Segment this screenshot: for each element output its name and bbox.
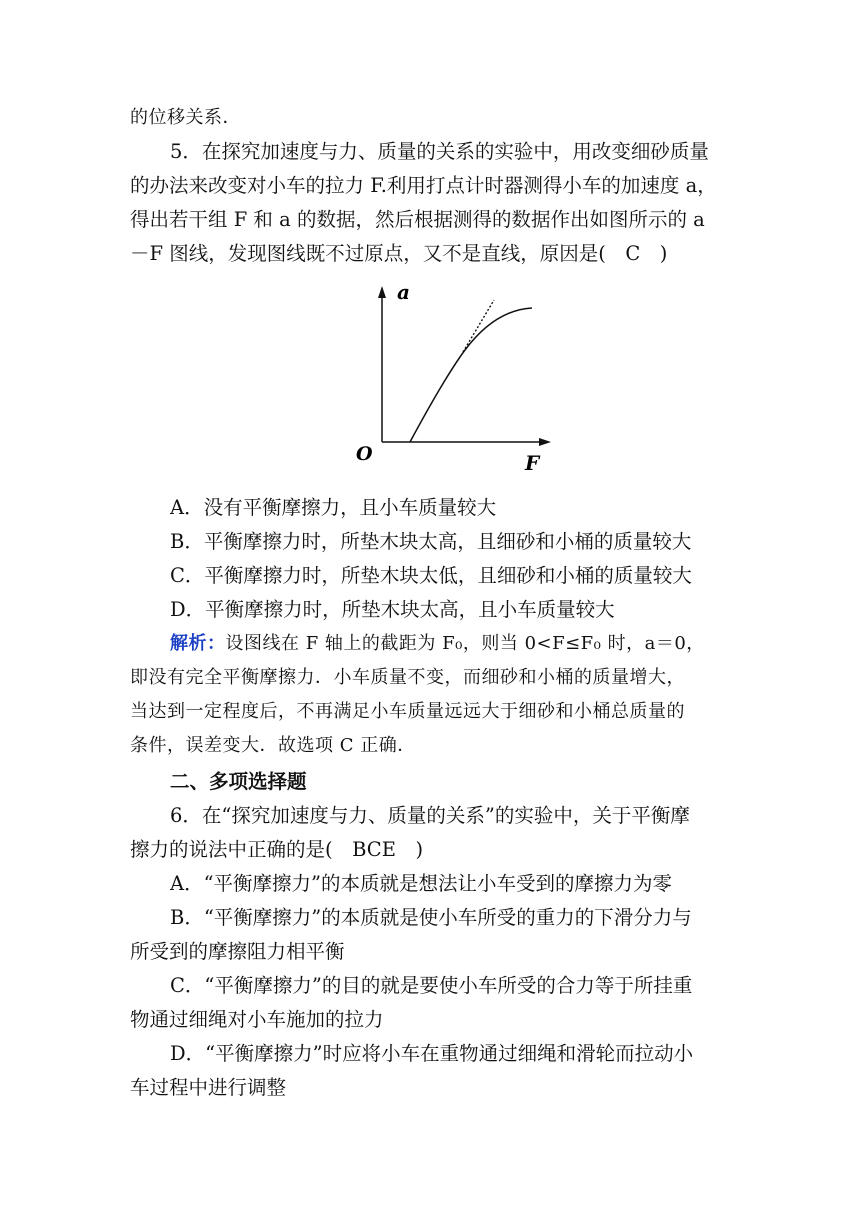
- x-axis-arrow: [539, 438, 551, 446]
- analysis-text-1: 设图线在 F 轴上的截距为 F₀，则当 0<F≤F₀ 时，a＝0，: [225, 633, 705, 654]
- q5-option-d: D．平衡摩擦力时，所垫木块太高，且小车质量较大: [170, 598, 615, 621]
- q5-analysis-line-1: [170, 628, 705, 660]
- y-axis-arrow: [378, 286, 386, 298]
- q4-tail-text: 的位移关系．: [130, 107, 241, 128]
- q6-stem-line-1: 6．在“探究加速度与力、质量的关系”的实验中，关于平衡摩: [170, 804, 690, 827]
- a-f-curve: [410, 308, 532, 442]
- q6-option-b-line-1: B．“平衡摩擦力”的本质就是使小车所受的重力的下滑分力与: [170, 906, 692, 929]
- q6-option-a: A．“平衡摩擦力”的本质就是想法让小车受到的摩擦力为零: [170, 872, 673, 895]
- q6-option-c-line-2: 物通过细绳对小车施加的拉力: [130, 1008, 384, 1031]
- ideal-line-dotted: [463, 300, 494, 352]
- q6-option-d-line-2: 车过程中进行调整: [130, 1076, 287, 1099]
- x-axis-label: F: [525, 451, 540, 475]
- q5-stem-line-2: 的办法来改变对小车的拉力 F.利用打点计时器测得小车的加速度 a，: [130, 174, 717, 197]
- q5-analysis-line-3: 当达到一定程度后，不再满足小车质量远远大于细砂和小桶总质量的: [130, 701, 685, 722]
- origin-label: O: [356, 443, 373, 465]
- a-f-graph: [350, 282, 690, 477]
- q5-stem-line-4: －F 图线，发现图线既不过原点，又不是直线，原因是( C ): [130, 242, 668, 265]
- q5-option-a: A．没有平衡摩擦力，且小车质量较大: [170, 496, 497, 519]
- q5-option-c: C．平衡摩擦力时，所垫木块太低，且细砂和小桶的质量较大: [170, 564, 692, 587]
- y-axis-label: a: [397, 282, 410, 304]
- q5-analysis-line-2: 即没有完全平衡摩擦力．小车质量不变，而细砂和小桶的质量增大，: [130, 667, 685, 688]
- section-title: 二、多项选择题: [170, 770, 307, 793]
- q6-option-b-line-2: 所受到的摩擦阻力相平衡: [130, 940, 345, 963]
- q6-option-d-line-1: D．“平衡摩擦力”时应将小车在重物通过细绳和滑轮而拉动小: [170, 1042, 694, 1065]
- q6-option-c-line-1: C．“平衡摩擦力”的目的就是要使小车所受的合力等于所挂重: [170, 974, 693, 997]
- analysis-label: 解析：: [170, 633, 226, 654]
- q5-option-b: B．平衡摩擦力时，所垫木块太高，且细砂和小桶的质量较大: [170, 530, 692, 553]
- q6-stem-line-2: 擦力的说法中正确的是( BCE ): [130, 838, 424, 861]
- q5-analysis-line-4: 条件，误差变大．故选项 C 正确．: [130, 735, 416, 756]
- q5-stem-line-3: 得出若干组 F 和 a 的数据，然后根据测得的数据作出如图所示的 a: [130, 208, 705, 231]
- q5-stem-line-1: 5．在探究加速度与力、质量的关系的实验中，用改变细砂质量: [170, 140, 709, 163]
